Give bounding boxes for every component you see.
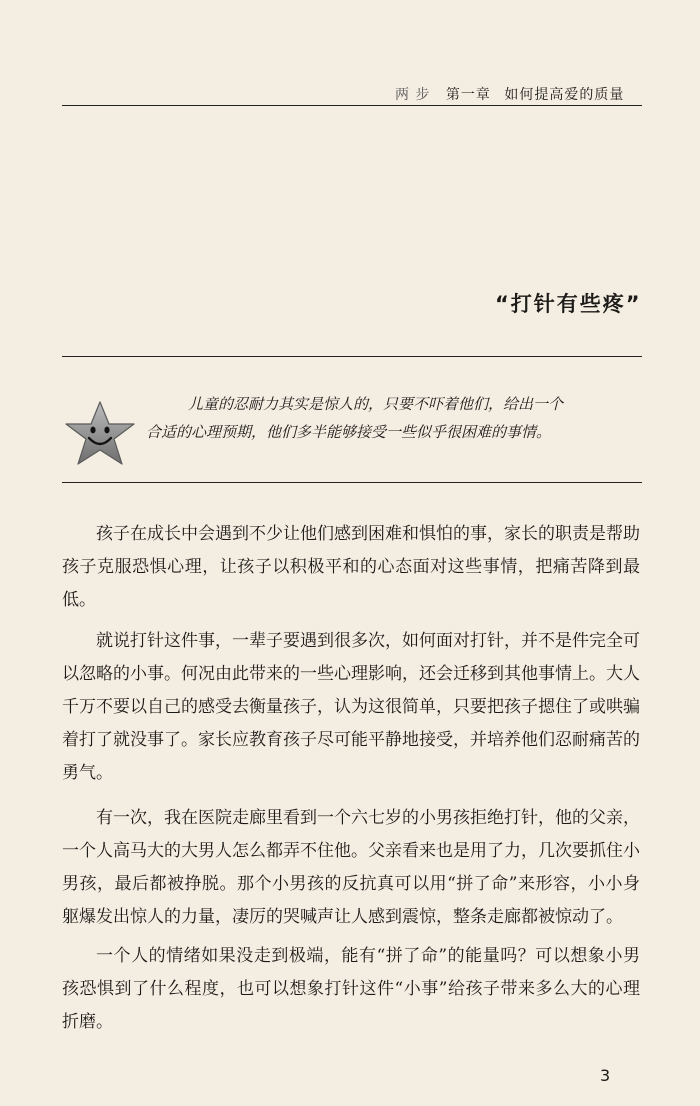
- intro-bottom-rule: [62, 482, 642, 483]
- running-header: [395, 84, 640, 104]
- intro-line-2: 合适的心理预期，他们多半能够接受一些似乎很困难的事情。: [146, 423, 552, 441]
- header-rule: [62, 105, 642, 106]
- smiling-star-icon: [62, 400, 138, 470]
- body-text: [62, 518, 640, 1039]
- chapter-title: 如何提高爱的质量: [504, 87, 625, 103]
- paragraph: 就说打针这件事，一辈子要遇到很多次，如何面对打针，并不是件完全可以忽略的小事。何况由此带来的一些心理影响，还会迁移到其他事情上。大人千万不要以自己的感受去衡量孩子，认为这很简单，只要把孩子摁住了或哄骗着打了就没事了。家长应教育孩子尽可能平静地接受，并培养他们忍耐痛苦的勇气。: [62, 631, 640, 783]
- intro-top-rule: [62, 356, 642, 357]
- intro-callout: [146, 390, 640, 446]
- chapter-number: 第一章: [445, 87, 491, 103]
- paragraph: 孩子在成长中会遇到不少让他们感到困难和惧怕的事，家长的职责是帮助孩子克服恐惧心理，让孩子以积极平和的心态面对这些事情，把痛苦降到最低。: [62, 524, 640, 610]
- series-name: 两 步: [395, 87, 431, 103]
- intro-line-1: 儿童的忍耐力其实是惊人的，只要不吓着他们，给出一个: [188, 395, 564, 413]
- page-number: 3: [600, 1066, 611, 1085]
- paragraph: 有一次，我在医院走廊里看到一个六七岁的小男孩拒绝打针，他的父亲，一个人高马大的大男人怎么都弄不住他。父亲看来也是用了力，几次要抓住小男孩，最后都被挣脱。那个小男孩的反抗真可以用“拼了命”来形容，小小身躯爆发出惊人的力量，凄厉的哭喊声让人感到震惊，整条走廊都被惊动了。: [62, 808, 640, 927]
- paragraph: 一个人的情绪如果没走到极端，能有“拼了命”的能量吗？可以想象小男孩恐惧到了什么程度，也可以想象打针这件“小事”给孩子带来多么大的心理折磨。: [62, 946, 640, 1032]
- section-title: “打针有些疼”: [495, 292, 642, 316]
